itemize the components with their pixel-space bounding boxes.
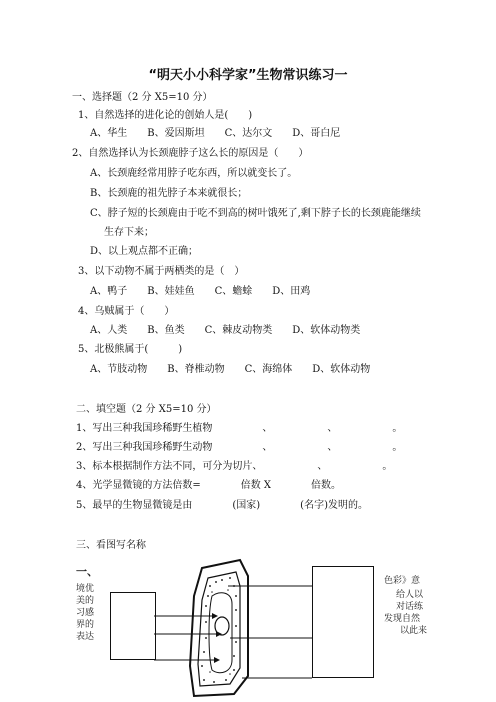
q2-option-c-line1: C、脖子短的长颈鹿由于吃不到高的树叶饿死了,剩下脖子长的长颈鹿能继续 xyxy=(90,208,421,219)
answer-box-right[interactable] xyxy=(312,566,374,678)
bleed-left-2: 美的 xyxy=(76,596,95,606)
pointer-lines xyxy=(154,586,312,678)
plant-cell-diagram xyxy=(150,556,320,702)
bleed-left-3: 习感 xyxy=(76,608,95,618)
q2-option-a: A、长颈鹿经常用脖子吃东西，所以就变长了。 xyxy=(90,168,298,179)
page-title: “明天小小科学家”生物常识练习一 xyxy=(148,68,348,83)
fill-q5: 5、最早的生物显微镜是由 (国家) (名字)发明的。 xyxy=(76,500,368,511)
q1-options: A、华生 B、爱因斯坦 C、达尔文 D、哥白尼 xyxy=(90,128,341,139)
section2-heading: 二、填空题（2 分 X5=10 分） xyxy=(76,404,217,415)
bleed-right-0: 色彩》意 xyxy=(384,576,421,586)
bleed-left-4: 界的 xyxy=(76,620,95,630)
q4-options: A、人类 B、鱼类 C、棘皮动物类 D、软体动物类 xyxy=(90,325,361,336)
q2-stem: 2、自然选择认为长颈鹿脖子这么长的原因是（ ） xyxy=(72,148,309,159)
fill-q3: 3、标本根据制作方法不同，可分为切片、 、 。 xyxy=(76,461,393,472)
q5-stem: 5、北极熊属于( ) xyxy=(78,344,183,355)
bleed-right-2: 对话练 xyxy=(396,602,424,612)
q2-option-b: B、长颈鹿的祖先脖子本来就很长； xyxy=(90,188,248,199)
bleed-left-1: 境优 xyxy=(76,584,95,594)
section3-heading: 三、看图写名称 xyxy=(76,540,146,551)
bleed-left-0: 一、 xyxy=(76,565,98,578)
q4-stem: 4、乌贼属于（ ） xyxy=(78,306,175,317)
q3-options: A、鸭子 B、娃娃鱼 C、蟾蜍 D、田鸡 xyxy=(90,286,311,297)
bleed-right-4: 以此来 xyxy=(400,626,428,636)
bleed-right-3: 发现自然 xyxy=(384,614,421,624)
q3-stem: 3、以下动物不属于两栖类的是（ ） xyxy=(78,266,245,277)
section1-heading: 一、选择题（2 分 X5=10 分） xyxy=(72,92,213,103)
fill-q4: 4、光学显微镜的方法倍数= 倍数 X 倍数。 xyxy=(76,480,342,491)
fill-q1: 1、写出三种我国珍稀野生植物 、 、 。 xyxy=(76,423,403,434)
q5-options: A、节肢动物 B、脊椎动物 C、海绵体 D、软体动物 xyxy=(90,364,371,375)
bleed-left-5: 表达 xyxy=(76,632,95,642)
q2-option-d: D、以上观点都不正确； xyxy=(90,246,199,257)
fill-q2: 2、写出三种我国珍稀野生动物 、 、 。 xyxy=(76,442,403,453)
bleed-right-1: 给人以 xyxy=(396,590,424,600)
q1-stem: 1、自然选择的进化论的创始人是( ) xyxy=(78,110,253,121)
q2-option-c-line2: 生存下来； xyxy=(104,227,154,238)
